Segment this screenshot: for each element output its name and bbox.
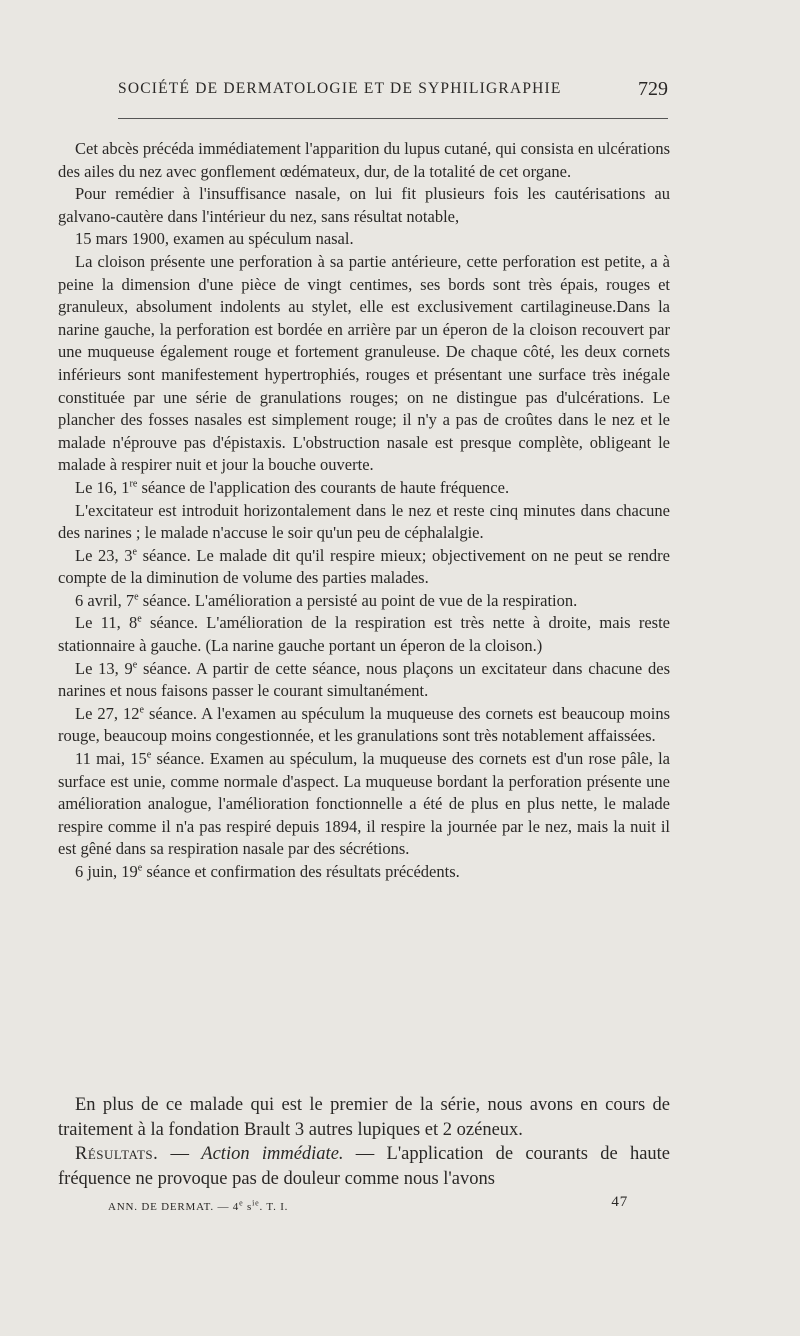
session-entry: Le 16, 1re séance de l'application des courants de haute fréquence. — [75, 477, 510, 497]
session-entry: 11 mai, 15e séance. Examen au spéculum, la muqueuse des cornets est d'un rose pâle, la surface est unie, comme normale d'aspect. La muqueuse bordant la perforation présente une amélioration analogue, l'amélioration fonctionnelle a été de plus en plus nette, le malade respire comme il n'a pas respiré depuis 1894, il respire la journée par le nez, mais la nuit il est gêné dans sa respiration nasale par des sécrétions. — [58, 749, 670, 859]
signature-number: 47 — [611, 1194, 628, 1210]
session-entry: 6 avril, 7e séance. L'amélioration a persisté au point de vue de la respiration. — [75, 590, 578, 610]
page-number: 729 — [638, 78, 668, 100]
running-header — [118, 80, 668, 98]
paragraph: Pour remédier à l'insuffisance nasale, on lui fit plusieurs fois les cautérisations au galvano-cautère dans l'intérieur du nez, sans résultat notable, — [58, 184, 670, 226]
session-entry: 6 juin, 19e séance et confirmation des résultats précédents. — [75, 862, 460, 881]
paragraph: Cet abcès précéda immédiatement l'apparition du lupus cutané, qui consista en ulcérations des ailes du nez avec gonflement œdémateux, dur, de la totalité de cet organe. — [58, 139, 670, 181]
action-label: Action immédiate. — [201, 1144, 344, 1164]
header-title: SOCIÉTÉ DE DERMATOLOGIE ET DE SYPHILIGRAPHIE — [118, 80, 562, 97]
body-text — [58, 138, 670, 884]
paragraph: 15 mars 1900, examen au spéculum nasal. — [75, 229, 354, 249]
session-entry: Le 11, 8e séance. L'amélioration de la respiration est très nette à droite, mais reste stationnaire à gauche. (La narine gauche portant un éperon de la cloison.) — [58, 613, 670, 656]
results-paragraph: Résultats. — Action immédiate. — L'application de courants de haute fréquence ne provoque pas de douleur comme nous l'avons — [58, 1144, 671, 1189]
session-entry: Le 27, 12e séance. A l'examen au spéculum la muqueuse des cornets est beaucoup moins rouge, beaucoup moins congestionnée, et les granulations sont très notablement affaissées. — [58, 703, 671, 746]
footer — [108, 1194, 628, 1213]
results-label: Résultats. — [75, 1144, 159, 1164]
journal-reference: ANN. DE DERMAT. — 4e $s^{ie}$. T. I. — [108, 1198, 289, 1213]
paragraph: En plus de ce malade qui est le premier de la série, nous avons en cours de traitement à la fondation Brault 3 autres lupiques et 2 ozéneux. — [58, 1095, 670, 1140]
session-entry: Le 13, 9e séance. A partir de cette séance, nous plaçons un excitateur dans chacune des narines et nous faisons passer le courant simultanément. — [58, 658, 670, 701]
session-entry: Le 23, 3e séance. Le malade dit qu'il respire mieux; objectivement on ne peut se rendre compte de la diminution de volume des parties malades. — [58, 545, 670, 588]
large-text — [58, 1093, 670, 1191]
session-entry: L'excitateur est introduit horizontalement dans le nez et reste cinq minutes dans chacune des narines ; le malade n'accuse le soir qu'un peu de céphalalgie. — [58, 500, 670, 543]
paragraph: La cloison présente une perforation à sa partie antérieure, cette perforation est petite, a à peine la dimension d'une pièce de vingt centimes, ses bords sont très épais, rouges et granuleux, absolument indolents au stylet, elle est exclusivement cartilagineuse.Dans la narine gauche, la perforation est bordée en arrière par un éperon de la cloison recouvert par une muqueuse également rouge et fortement granuleuse. De chaque côté, les deux cornets inférieurs sont manifestement hypertrophiés, rouges et présentant une surface très inégale constituée par une série de granulations rouges; on ne distingue pas d'ulcérations. Le plancher des fosses nasales est simplement rouge; il n'y a pas de croûtes dans le nez et le malade n'éprouve pas d'épistaxis. L'obstruction nasale est presque complète, obligeant le malade à respirer nuit et jour la bouche ouverte. — [58, 251, 670, 475]
header-rule — [118, 118, 668, 119]
